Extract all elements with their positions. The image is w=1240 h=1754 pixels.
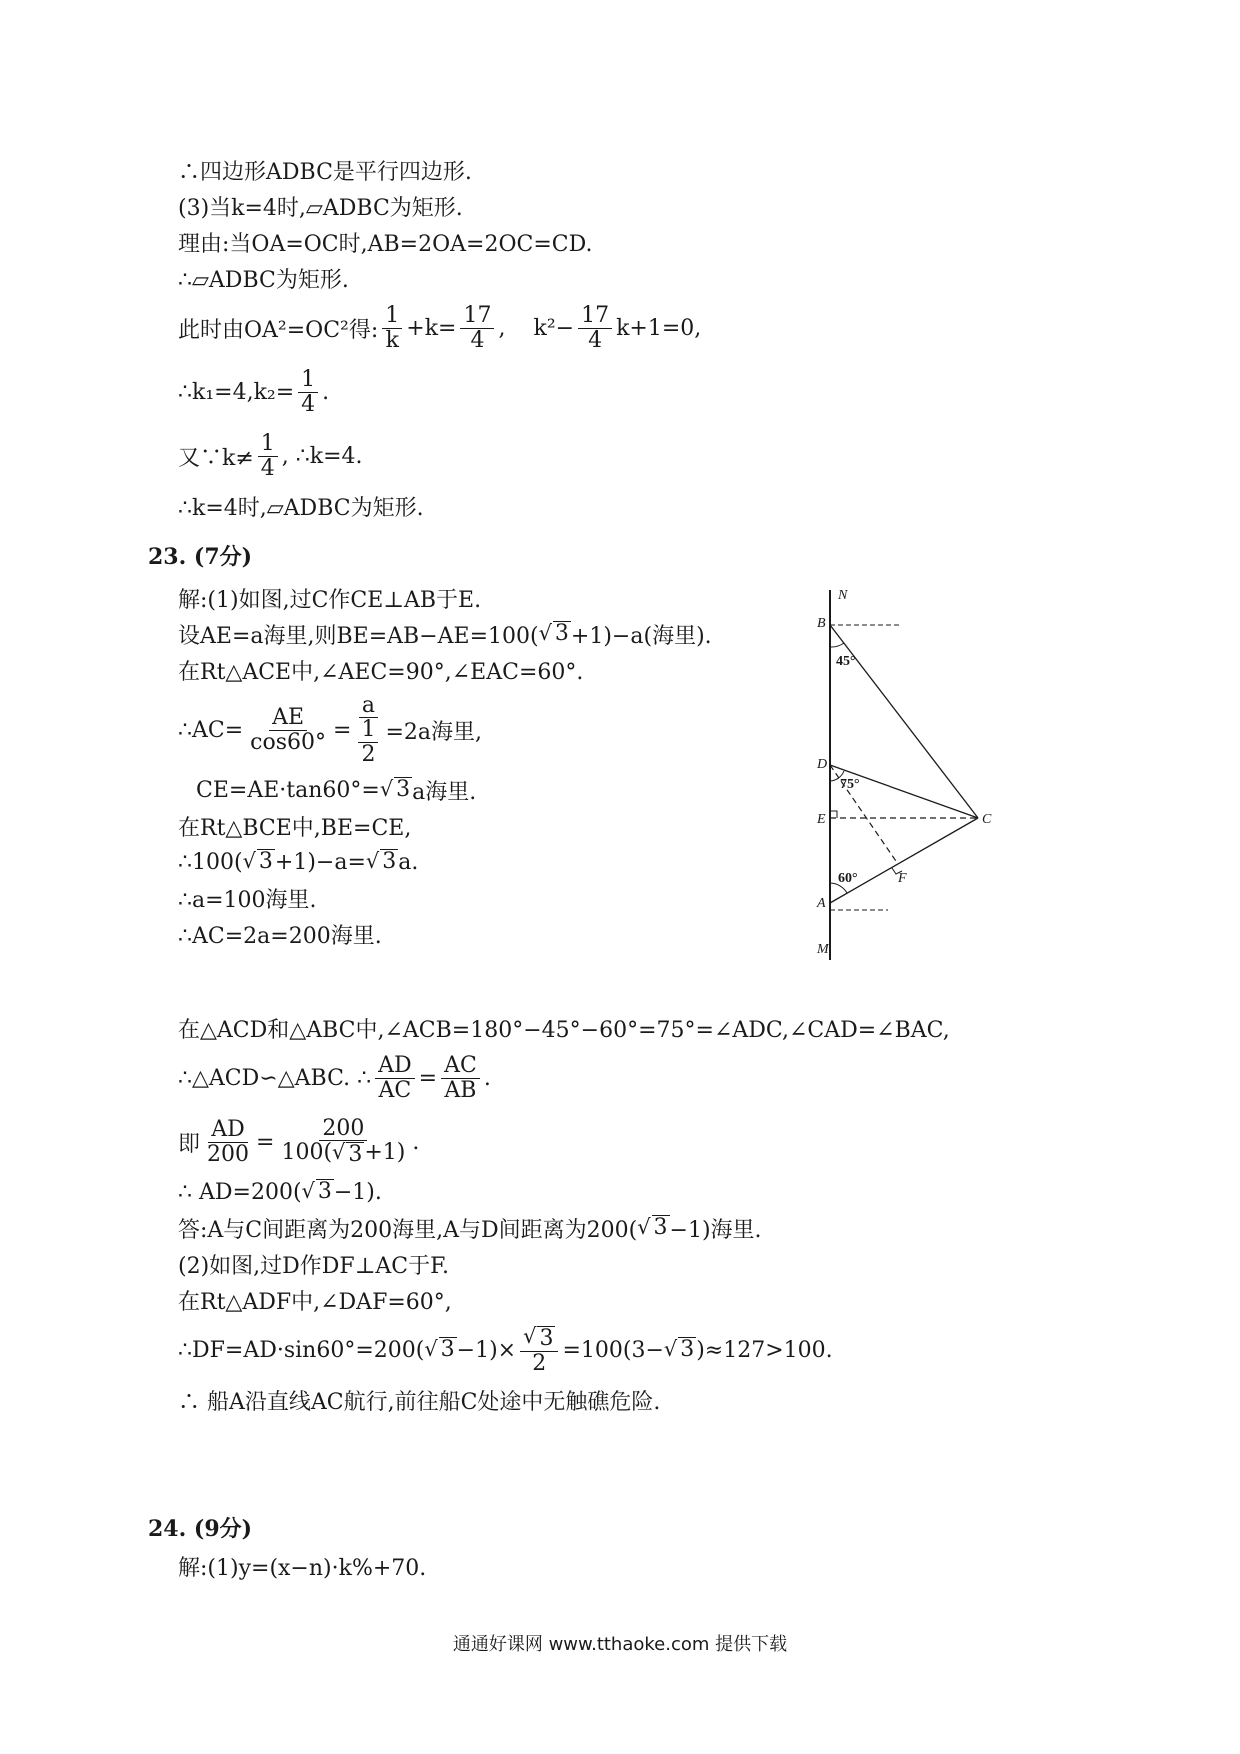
square-root: √ 3 <box>332 1139 363 1167</box>
equation-line <box>178 1318 950 1382</box>
denominator <box>355 718 381 765</box>
fraction <box>441 1054 480 1101</box>
radicand: 3 <box>653 1215 668 1241</box>
label-m: M <box>817 942 829 957</box>
denominator: 4 <box>588 327 603 353</box>
equation-line <box>178 360 701 424</box>
equation-line <box>178 772 712 808</box>
fraction <box>247 706 329 753</box>
radicand: 3 <box>258 849 273 875</box>
label-f: F <box>898 871 907 886</box>
text-run: +1) <box>364 1139 406 1165</box>
text-line: ∴▱ADBC为矩形. <box>178 267 349 293</box>
radicand: 3 <box>396 777 411 803</box>
text-run: = <box>418 1065 438 1091</box>
text-run: CE=AE·tan60°= <box>196 777 380 803</box>
label-c: C <box>982 812 992 827</box>
square-root: √ 3 <box>424 1337 455 1363</box>
q23-solution-part2 <box>178 1010 950 1418</box>
radicand: 3 <box>317 1179 332 1205</box>
denominator <box>278 1141 408 1167</box>
numerator: a <box>359 694 378 718</box>
numerator: 1 <box>258 432 278 456</box>
text-run: −1). <box>333 1179 382 1205</box>
footer-text: 通通好课网 www.tthaoke.com 提供下载 <box>452 1634 788 1655</box>
equation-line <box>178 1174 950 1210</box>
text-line: 在△ACD和△ABC中,∠ACB=180°−45°−60°=75°=∠ADC,∠CAD=∠BAC, <box>178 1017 950 1043</box>
square-root: √ 3 <box>301 1179 332 1205</box>
text-run: +1)−a(海里). <box>570 623 712 649</box>
numerator: AD <box>208 1118 248 1142</box>
text-line: ∴ 船A沿直线AC航行,前往船C处途中无触礁危险. <box>178 1389 661 1415</box>
text-line: 解:(1)如图,过C作CE⊥AB于E. <box>178 587 482 613</box>
text-run: +1)−a= <box>274 849 366 875</box>
radicand: 3 <box>539 1325 554 1351</box>
equation-line <box>178 424 701 488</box>
question-24-heading: 24. (9分) <box>148 1516 253 1542</box>
text-line: 在Rt△ADF中,∠DAF=60°, <box>178 1289 452 1315</box>
radicand: 3 <box>382 849 397 875</box>
text-run: 即 <box>178 1131 201 1157</box>
denominator: cos60° <box>250 729 327 755</box>
fraction <box>520 1325 558 1375</box>
text-run: ∴DF=AD·sin60°=200( <box>178 1337 425 1363</box>
text-run: 设AE=a海里,则BE=AB−AE=100( <box>178 623 539 649</box>
numerator: 1 <box>382 304 402 328</box>
numerator: AD <box>375 1054 415 1078</box>
text-run: ∴AC= <box>178 717 244 743</box>
fraction <box>298 368 318 415</box>
text-run: ∴ AD=200( <box>178 1179 302 1205</box>
text-run: = <box>256 1129 275 1155</box>
label-a: A <box>817 896 826 911</box>
fraction <box>258 432 278 479</box>
text-run: . <box>483 1065 491 1091</box>
equation-line <box>178 688 712 772</box>
text-line: (2)如图,过D作DF⊥AC于F. <box>178 1253 449 1279</box>
equation-line <box>178 1110 950 1174</box>
fraction <box>375 1054 415 1101</box>
numerator: AC <box>441 1054 480 1078</box>
fraction <box>578 304 612 351</box>
text-run: . <box>412 1129 420 1155</box>
text-run: 答:A与C间距离为200海里,A与D间距离为200( <box>178 1217 638 1243</box>
text-line: ∴k=4时,▱ADBC为矩形. <box>178 495 424 521</box>
text-run: a. <box>398 849 419 875</box>
text-run: )≈127>100. <box>696 1337 833 1363</box>
segment-ac <box>830 818 978 903</box>
fraction <box>382 304 402 351</box>
text-run: 此时由OA²=OC²得: <box>178 317 379 343</box>
denominator: 4 <box>301 391 316 417</box>
text-run: =2a海里, <box>385 719 482 745</box>
square-root: √ 3 <box>523 1323 554 1351</box>
numerator: 17 <box>460 304 494 328</box>
text-run: +k= <box>406 315 457 341</box>
angle-label-60: 60° <box>838 871 858 886</box>
angle-label-75: 75° <box>840 777 860 792</box>
q23-solution-part1 <box>178 580 712 952</box>
text-run: =100(3− <box>562 1337 664 1363</box>
denominator: AB <box>444 1077 477 1103</box>
fraction <box>278 1117 408 1167</box>
radicand: 3 <box>440 1337 455 1363</box>
text-run: −1)海里. <box>669 1217 762 1243</box>
radicand: 3 <box>680 1337 695 1363</box>
text-run: ∴k₁=4,k₂= <box>178 379 295 405</box>
q24-solution <box>178 1548 426 1584</box>
text-line: (3)当k=4时,▱ADBC为矩形. <box>178 195 463 221</box>
numerator: AE <box>269 706 307 730</box>
square-root: √ 3 <box>379 777 411 803</box>
fraction <box>355 694 381 765</box>
question-23-heading: 23. (7分) <box>148 544 253 570</box>
text-line: 解:(1)y=(x−n)·k%+70. <box>178 1555 427 1581</box>
label-e: E <box>817 812 826 827</box>
text-run: k+1=0, <box>616 315 702 341</box>
numerator: 17 <box>578 304 612 328</box>
numerator: 1 <box>358 718 378 742</box>
equation-line <box>178 1046 950 1110</box>
square-root: √ 3 <box>538 621 569 647</box>
numerator: 1 <box>298 368 318 392</box>
denominator: 4 <box>470 327 485 353</box>
text-line: ∴四边形ADBC是平行四边形. <box>178 159 472 185</box>
square-root: √ 3 <box>242 849 273 875</box>
text-run: , <box>498 315 506 341</box>
angle-arc-b <box>830 643 844 647</box>
radicand: 3 <box>554 621 569 647</box>
equation-line <box>178 844 712 880</box>
text-run: , ∴k=4. <box>281 443 363 469</box>
square-root: √ 3 <box>637 1215 668 1241</box>
right-angle-mark-e <box>830 811 837 818</box>
equation-line <box>178 296 701 360</box>
text-line: ∴a=100海里. <box>178 887 317 913</box>
fraction <box>460 304 494 351</box>
angle-label-45: 45° <box>836 654 856 669</box>
denominator: 2 <box>532 1351 547 1377</box>
label-b: B <box>817 616 826 631</box>
radicand: 3 <box>348 1141 363 1167</box>
denominator: 4 <box>260 455 275 481</box>
text-run: 100( <box>281 1139 333 1165</box>
prev-solution <box>178 152 701 524</box>
text-line: 理由:当OA=OC时,AB=2OA=2OC=CD. <box>178 231 593 257</box>
square-root: √ 3 <box>365 849 397 875</box>
fraction <box>358 718 378 765</box>
text-run: −1)× <box>456 1337 517 1363</box>
numerator: 200 <box>319 1117 367 1141</box>
text-run: 又∵k≠ <box>178 445 254 471</box>
equation-line <box>178 1210 950 1246</box>
denominator: 200 <box>207 1141 250 1167</box>
text-line: ∴AC=2a=200海里. <box>178 923 382 949</box>
text-run: ∴△ACD∽△ABC. ∴ <box>178 1065 372 1091</box>
equation-line <box>178 616 712 652</box>
denominator: AC <box>378 1077 412 1103</box>
text-line: 在Rt△ACE中,∠AEC=90°,∠EAC=60°. <box>178 659 584 685</box>
text-run: a海里. <box>412 779 477 805</box>
text-run: ∴100( <box>178 849 243 875</box>
text-run: . <box>322 379 330 405</box>
fraction <box>204 1118 252 1165</box>
label-d: D <box>817 757 828 772</box>
label-n: N <box>838 588 848 603</box>
geometry-diagram <box>800 585 1020 965</box>
numerator <box>520 1325 558 1352</box>
text-run: = <box>333 717 352 743</box>
text-run: k²− <box>533 315 575 341</box>
denominator: k <box>385 327 399 353</box>
denominator: 2 <box>361 741 376 767</box>
text-line: 在Rt△BCE中,BE=CE, <box>178 815 412 841</box>
square-root: √ 3 <box>663 1337 695 1363</box>
